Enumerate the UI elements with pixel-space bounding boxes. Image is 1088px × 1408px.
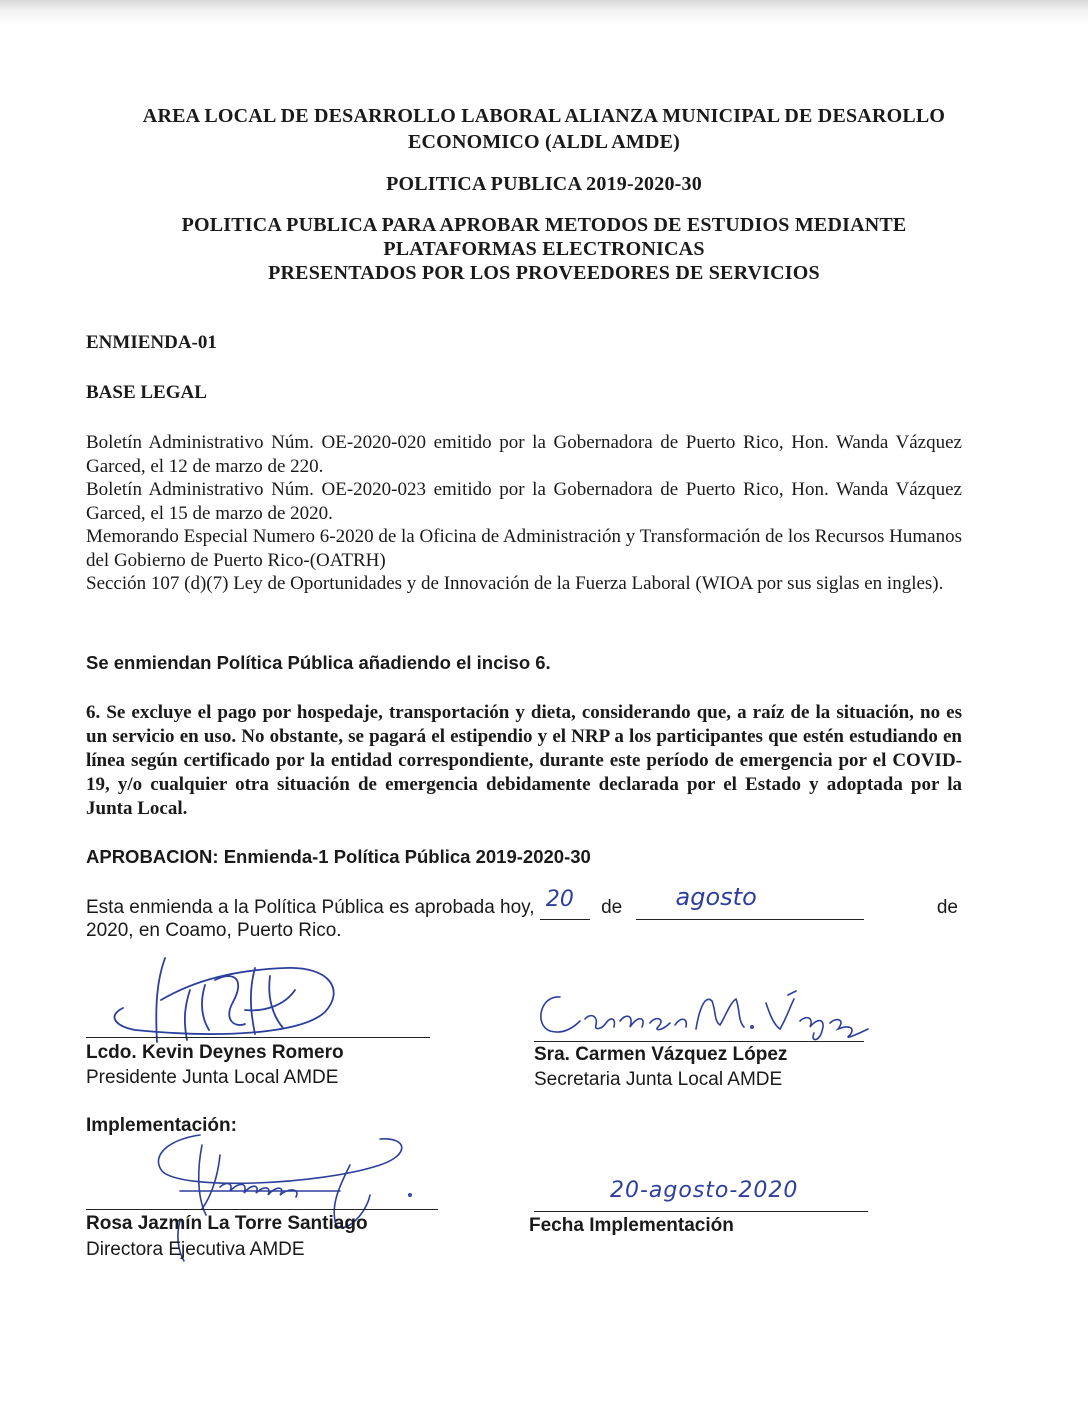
legal-base-item: Sección 107 (d)(7) Ley de Oportunidades y de Innovación de la Fuerza Laboral (WIOA por sus siglas en ingles). (86, 573, 944, 594)
implementation-date-handwritten: 20-agosto-2020 (610, 1178, 799, 1203)
amendment-label: ENMIENDA-01 (86, 332, 217, 353)
president-title: Presidente Junta Local AMDE (86, 1067, 339, 1088)
director-name: Rosa Jazmín La Torre Santiago (86, 1213, 368, 1234)
approval-month-handwritten: agosto (675, 883, 757, 911)
implementation-date-line (534, 1211, 868, 1212)
approval-day-field (540, 887, 590, 920)
approval-de2: de (936, 897, 958, 918)
approval-text: Esta enmienda a la Política Pública es aprobada hoy, (86, 897, 535, 918)
legal-base-item: Boletín Administrativo Núm. OE-2020-023 emitido por la Gobernadora de Puerto Rico, Hon. Wanda Vázquez Garced, el 15 de marzo de 2020. (86, 479, 962, 524)
secretary-signature (530, 985, 870, 1045)
legal-base-list (86, 431, 962, 596)
scan-edge-shadow (0, 0, 1088, 26)
president-signature (95, 950, 355, 1050)
legal-base-heading: BASE LEGAL (86, 382, 207, 403)
approval-month-field (636, 883, 864, 920)
approval-de: de (601, 897, 623, 918)
org-name-line2: ECONOMICO (ALDL AMDE) (408, 131, 680, 153)
approval-day-handwritten: 20 (545, 887, 574, 912)
secretary-name: Sra. Carmen Vázquez López (534, 1044, 788, 1065)
implementation-date-label: Fecha Implementación (529, 1215, 734, 1236)
legal-base-item: Memorando Especial Numero 6-2020 de la Oficina de Administración y Transformación de los Recursos Humanos del Gobierno de Puerto Rico-(OATRH) (86, 526, 962, 571)
secretary-title: Secretaria Junta Local AMDE (534, 1069, 783, 1090)
legal-base-item: Boletín Administrativo Núm. OE-2020-020 emitido por la Gobernadora de Puerto Rico, Hon. Wanda Vázquez Garced, el 12 de marzo de 220. (86, 432, 962, 477)
approval-sentence (86, 883, 962, 920)
amendment-heading: Se enmiendan Política Pública añadiendo el inciso 6. (86, 652, 551, 673)
policy-title-line3: PRESENTADOS POR LOS PROVEEDORES DE SERVICIOS (268, 262, 820, 284)
director-title: Directora Ejecutiva AMDE (86, 1239, 305, 1260)
director-signature-line (86, 1209, 438, 1210)
approval-heading: APROBACION: Enmienda-1 Política Pública 2019-2020-30 (86, 846, 591, 867)
policy-title-line2: PLATAFORMAS ELECTRONICAS (383, 238, 705, 260)
president-signature-line (86, 1037, 430, 1038)
implementation-heading: Implementación: (86, 1115, 237, 1136)
approval-place: 2020, en Coamo, Puerto Rico. (86, 920, 342, 941)
amendment-clause: 6. Se excluye el pago por hospedaje, transportación y dieta, considerando que, a raíz de la situación, no es un servicio en uso. No obstante, se pagará el estipendio y el NRP a los participantes que estén estudiando en línea según certificado por la entidad correspondiente, durante este período de emergencia por el COVID-19, y/o cualquier otra situación de emergencia debidamente declarada por el Estado y adoptada por la Junta Local. (86, 702, 962, 819)
secretary-signature-line (534, 1041, 864, 1042)
org-name-line1: AREA LOCAL DE DESARROLLO LABORAL ALIANZA MUNICIPAL DE DESAROLLO (142, 105, 946, 127)
policy-number: POLITICA PUBLICA 2019-2020-30 (386, 173, 702, 195)
policy-title-line1: POLITICA PUBLICA PARA APROBAR METODOS DE ESTUDIOS MEDIANTE (181, 214, 907, 236)
president-name: Lcdo. Kevin Deynes Romero (86, 1042, 344, 1063)
